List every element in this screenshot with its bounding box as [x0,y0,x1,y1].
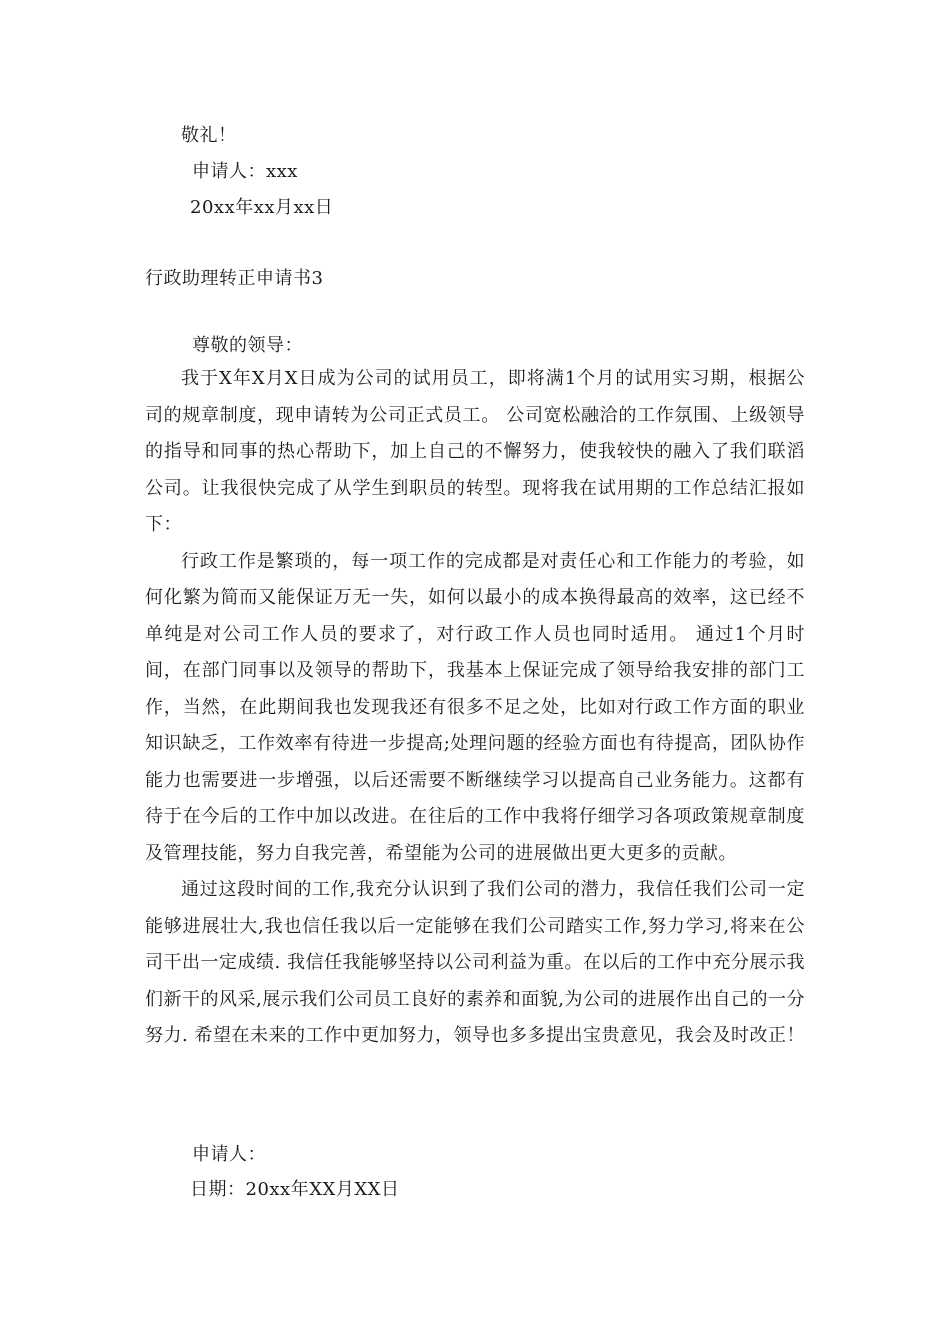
greeting: 尊敬的领导： [192,335,303,356]
closing-salutation: 敬礼！ [181,125,237,146]
closing-date: 20xx年xx月xx日 [190,197,334,218]
signature-applicant: 申请人： [192,1144,266,1165]
paragraph-1: 我于X年X月X日成为公司的试用员工，即将满1个月的试用实习期，根据公司的规章制度，现申请转为公司正式员工。 公司宽松融洽的工作氛围、上级领导的指导和同事的热心帮助下，加上自己的不懈努力，使我较快的融入了我们联滔公司。让我很快完成了从学生到职员的转型。现将我在试用期的工作总结汇报如下： [145,368,805,535]
body-text [145,361,805,1055]
section-title: 行政助理转正申请书3 [145,268,324,289]
paragraph-2: 行政工作是繁琐的，每一项工作的完成都是对责任心和工作能力的考验，如何化繁为简而又能保证万无一失，如何以最小的成本换得最高的效率，这已经不单纯是对公司工作人员的要求了，对行政工作人员也同时适用。 通过1个月时间，在部门同事以及领导的帮助下，我基本上保证完成了领导给我安排的部门工作，当然，在此期间我也发现我还有很多不足之处，比如对行政工作方面的职业知识缺乏，工作效率有待进一步提高;处理问题的经验方面也有待提高，团队协作能力也需要进一步增强，以后还需要不断继续学习以提高自己业务能力。这都有待于在今后的工作中加以改进。在往后的工作中我将仔细学习各项政策规章制度及管理技能，努力自我完善，希望能为公司的进展做出更大更多的贡献。 [145,550,805,864]
paragraph-3: 通过这段时间的工作,我充分认识到了我们公司的潜力，我信任我们公司一定能够进展壮大,我也信任我以后一定能够在我们公司踏实工作,努力学习,将来在公司干出一定成绩. 我信任我能够坚持以公司利益为重。在以后的工作中充分展示我们新干的风采,展示我们公司员工良好的素养和面貌,为公司的进展作出自己的一分努力. 希望在未来的工作中更加努力，领导也多多提出宝贵意见，我会及时改正！ [145,879,805,1046]
closing-applicant: 申请人：xxx [192,161,298,182]
signature-date: 日期：20xx年XX月XX日 [190,1179,400,1200]
